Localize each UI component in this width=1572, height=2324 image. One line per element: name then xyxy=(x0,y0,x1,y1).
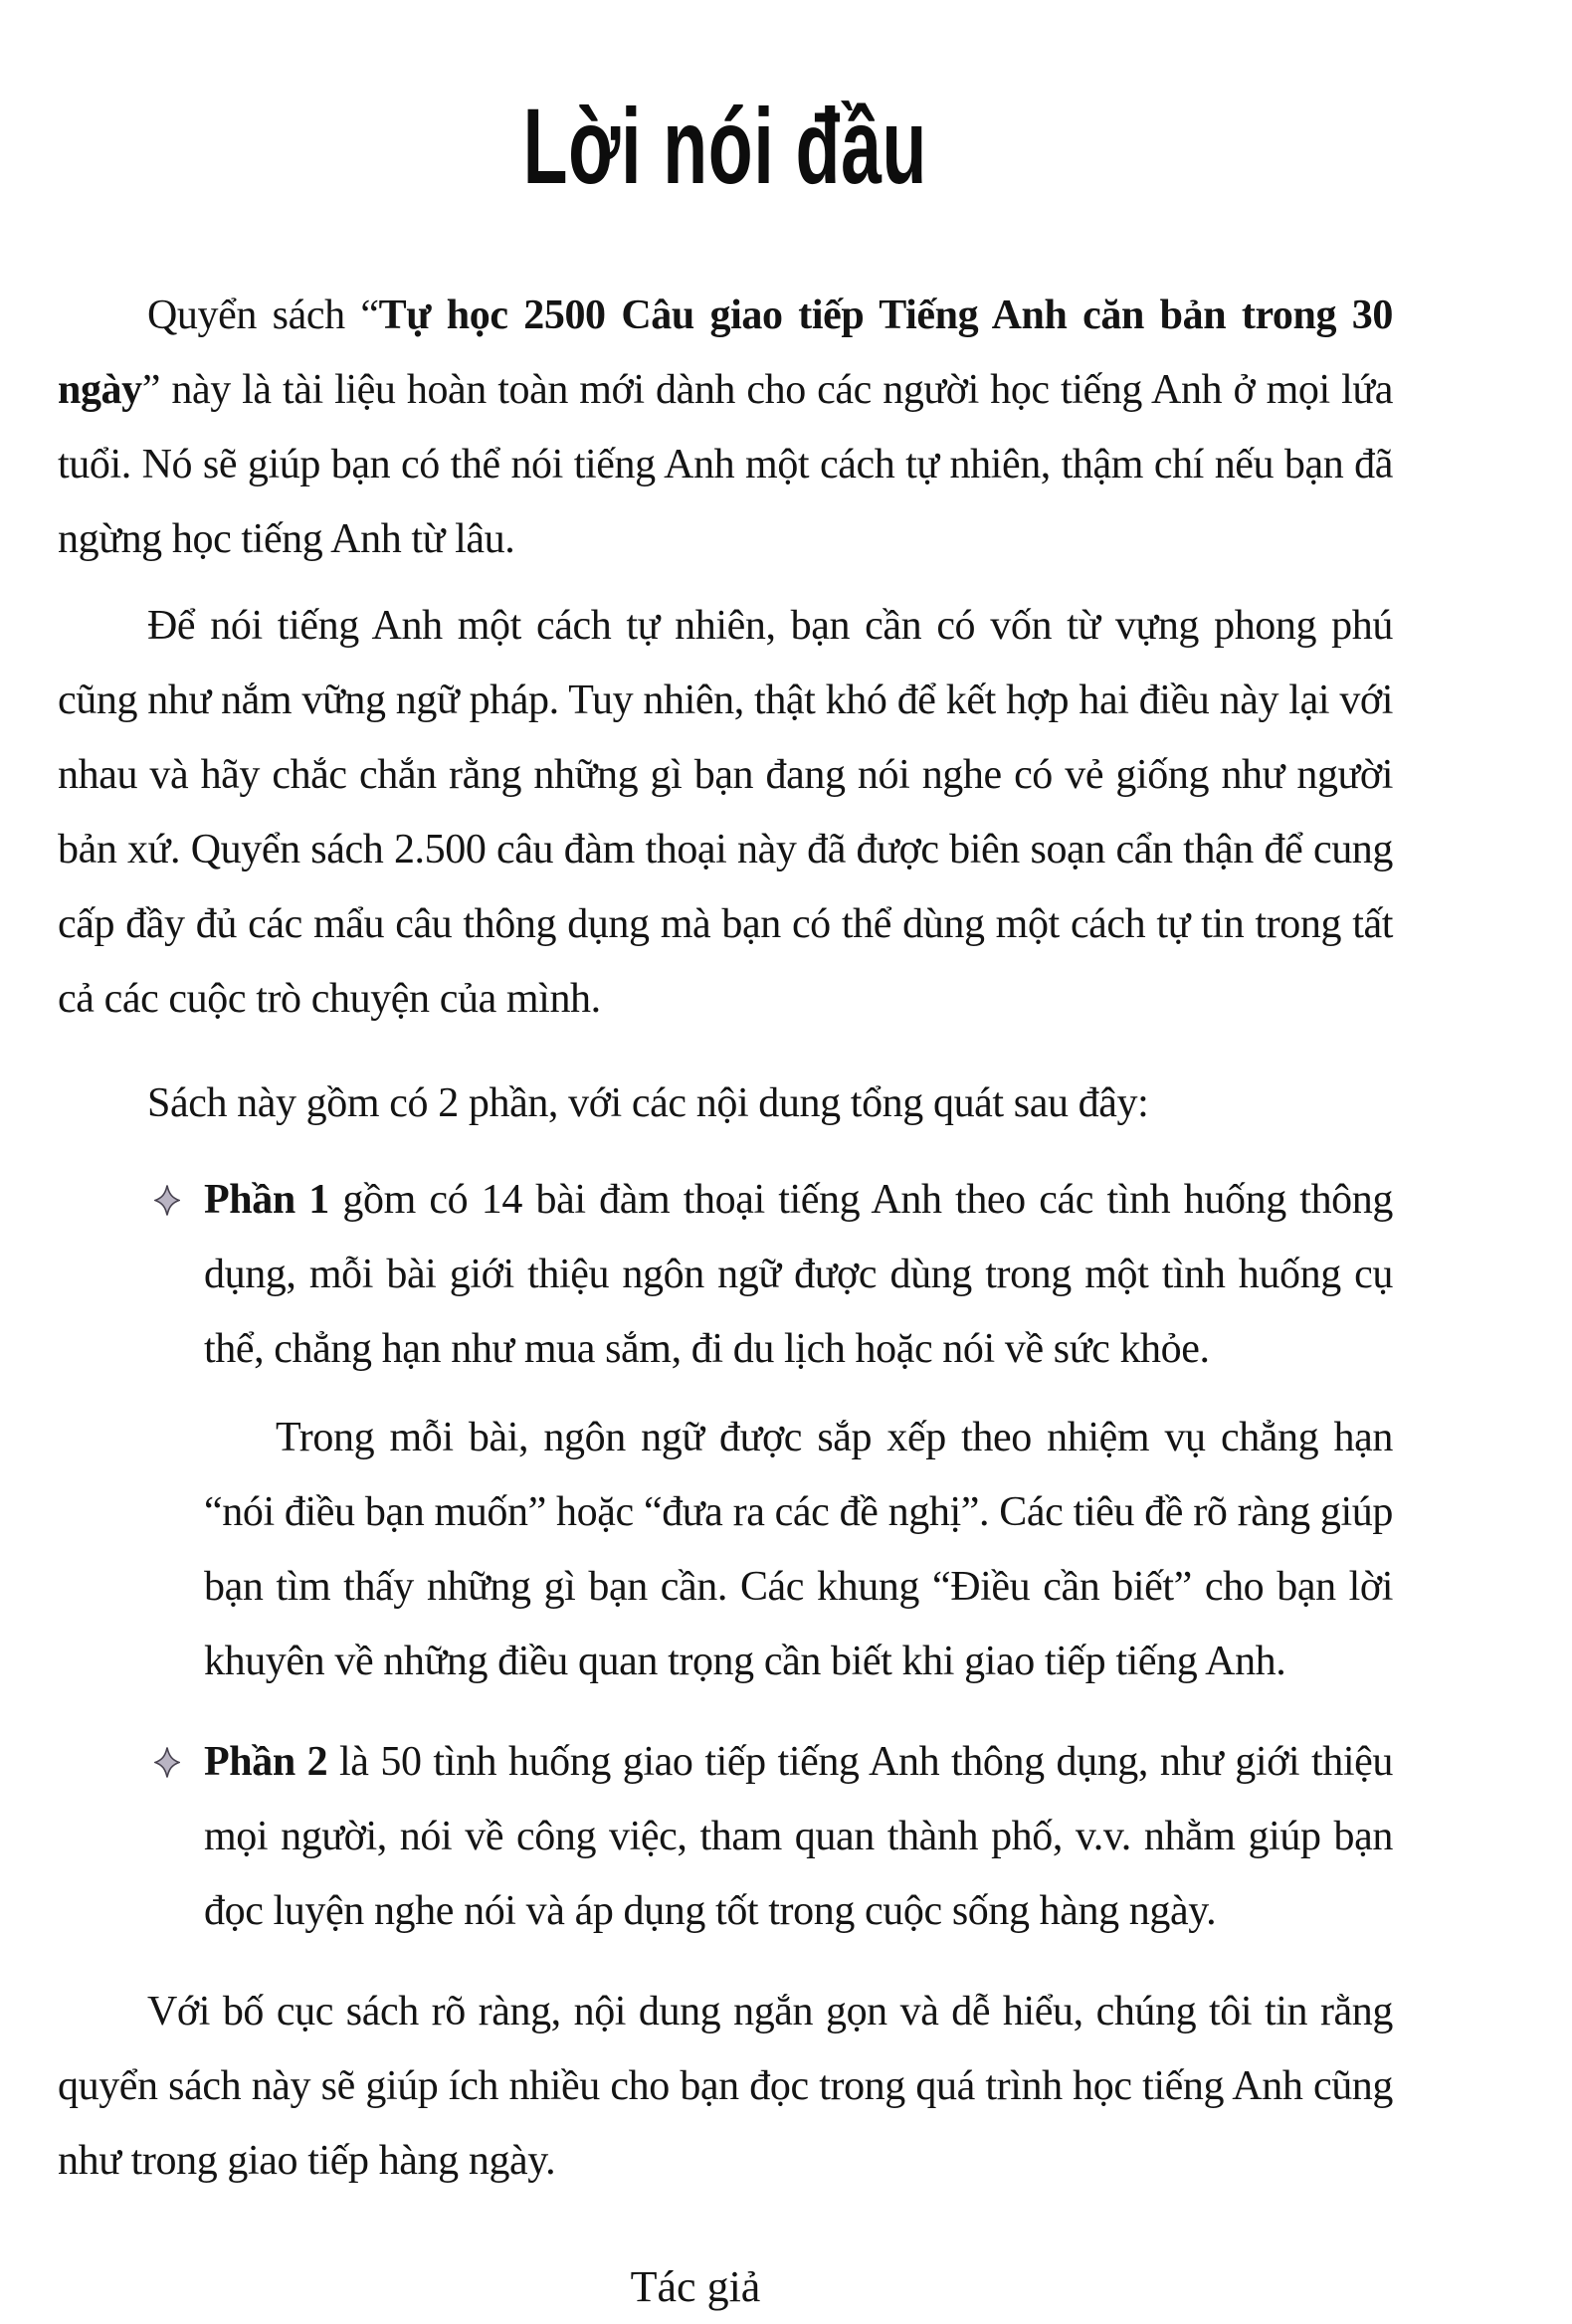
preface-paragraph-2: Để nói tiếng Anh một cách tự nhiên, bạn cần có vốn từ vựng phong phú cũng như nắm vững ngữ pháp. Tuy nhiên, thật khó để kết hợp hai điều này lại với nhau và hãy chắc chắn rằng những gì bạn đang nói nghe có vẻ giống như người bản xứ. Quyển sách 2.500 câu đàm thoại này đã được biên soạn cẩn thận để cung cấp đầy đủ các mẩu câu thông dụng mà bạn có thể dùng một cách tự tin trong tất cả các cuộc trò chuyện của mình. xyxy=(58,603,1393,1022)
bullet-part-1-subparagraph: Trong mỗi bài, ngôn ngữ được sắp xếp theo nhiệm vụ chẳng hạn “nói điều bạn muốn” hoặc “đưa ra các đề nghị”. Các tiêu đề rõ ràng giúp bạn tìm thấy những gì bạn cần. Các khung “Điều cần biết” cho bạn lời khuyên về những điều quan trọng cần biết khi giao tiếp tiếng Anh. xyxy=(204,1415,1393,1684)
book-title-bold: Tự học 2500 Câu giao tiếp Tiếng Anh căn bản trong 30 ngày xyxy=(58,292,1393,413)
preface-paragraph-1 xyxy=(58,279,1393,577)
bullet-part-2-text: là 50 tình huống giao tiếp tiếng Anh thông dụng, như giới thiệu mọi người, nói về công việc, tham quan thành phố, v.v. nhằm giúp bạn đọc luyện nghe nói và áp dụng tốt trong cuộc sống hàng ngày. xyxy=(204,1739,1393,1934)
title-row xyxy=(58,88,1393,227)
paragraph-1-lead: Quyển sách “ xyxy=(147,292,379,338)
bullet-item-part-2 xyxy=(58,1725,1393,1949)
preface-paragraph-3: Sách này gồm có 2 phần, với các nội dung tổng quát sau đây: xyxy=(147,1080,1149,1126)
bullet-part-2-label: Phần 2 xyxy=(204,1739,328,1785)
author-signature: Tác giả xyxy=(630,2262,761,2311)
bullet-part-1-label: Phần 1 xyxy=(204,1177,329,1223)
paragraph-1-rest: ” này là tài liệu hoàn toàn mới dành cho các người học tiếng Anh ở mọi lứa tuổi. Nó sẽ giúp bạn có thể nói tiếng Anh một cách tự nhiên, thậm chí nếu bạn đã ngừng học tiếng Anh từ lâu. xyxy=(58,367,1393,562)
book-page xyxy=(58,0,1393,2314)
page-title: Lời nói đầu xyxy=(522,86,928,206)
closing-paragraph: Với bố cục sách rõ ràng, nội dung ngắn gọn và dễ hiểu, chúng tôi tin rằng quyển sách này sẽ giúp ích nhiều cho bạn đọc trong quá trình học tiếng Anh cũng như trong giao tiếp hàng ngày. xyxy=(58,1989,1393,2184)
four-pointed-diamond-icon xyxy=(154,1184,180,1217)
bullet-part-1-text: gồm có 14 bài đàm thoại tiếng Anh theo các tình huống thông dụng, mỗi bài giới thiệu ngôn ngữ được dùng trong một tình huống cụ thể, chẳng hạn như mua sắm, đi du lịch hoặc nói về sức khỏe. xyxy=(204,1177,1393,1372)
four-pointed-diamond-icon xyxy=(154,1746,180,1779)
bullet-item-part-1 xyxy=(58,1163,1393,1387)
